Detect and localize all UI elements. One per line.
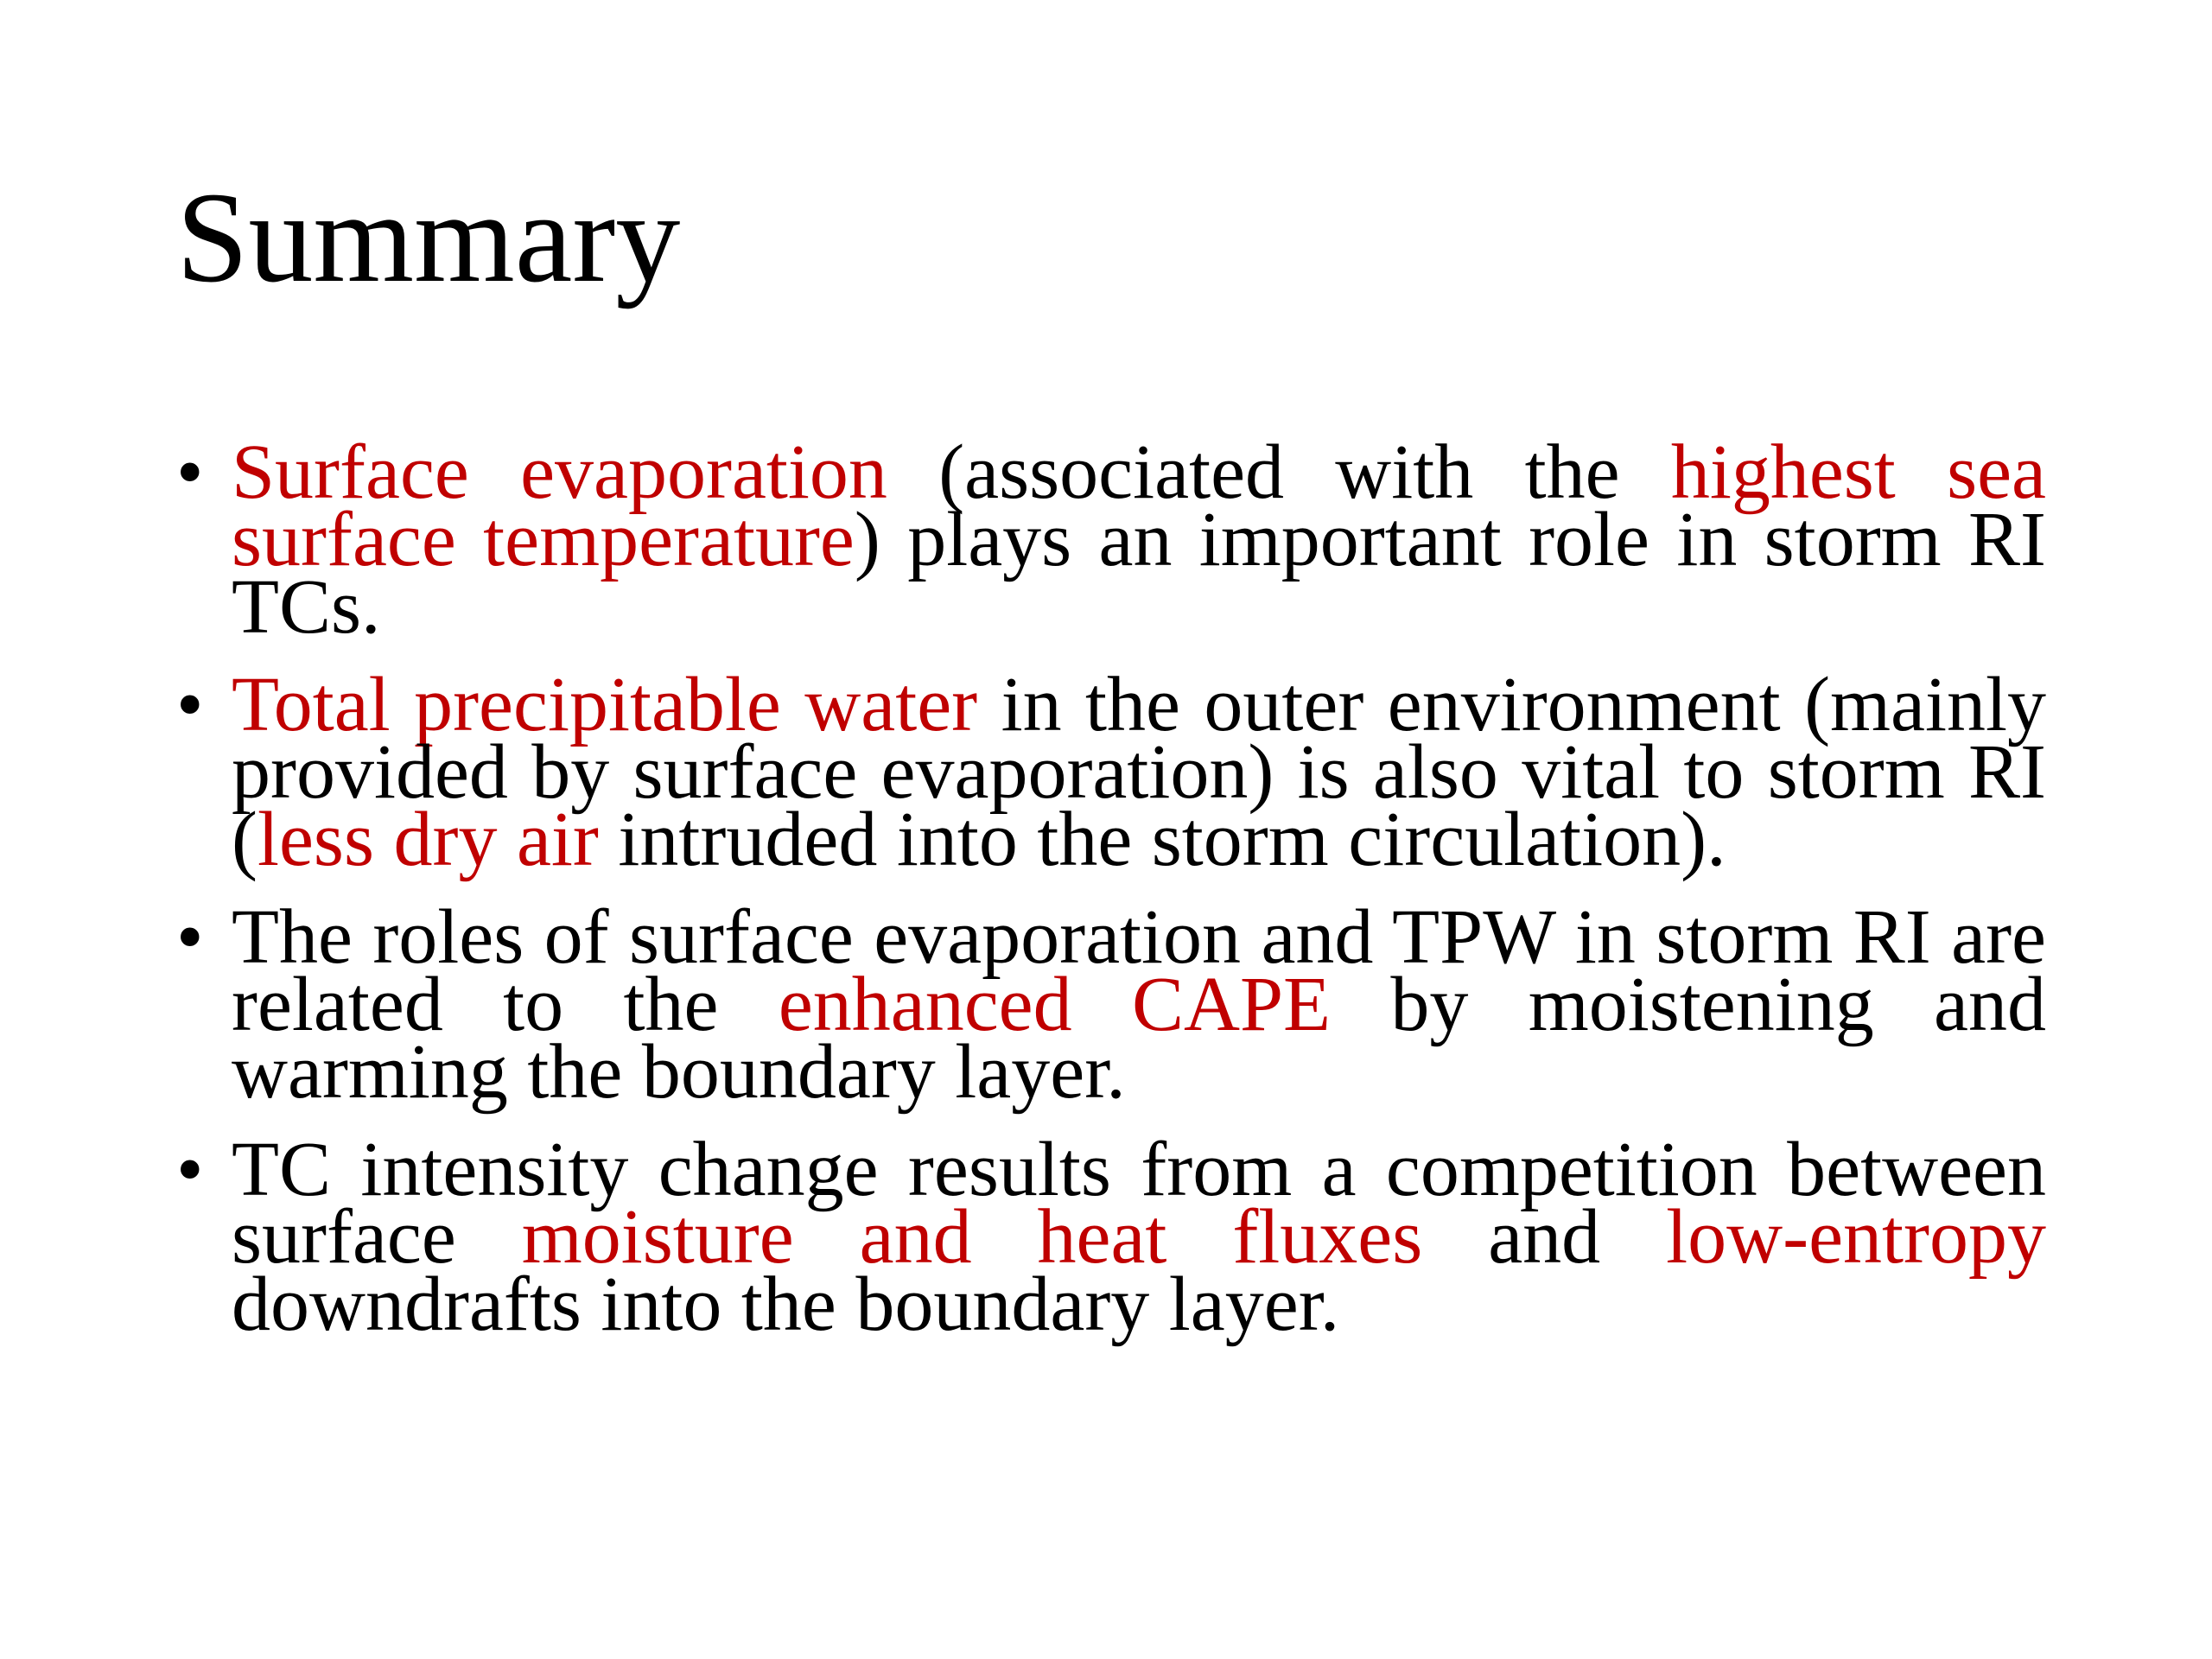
highlighted-text: low-entropy	[1666, 1194, 2046, 1280]
highlighted-text: moisture and heat fluxes	[521, 1194, 1423, 1280]
body-text: TC intensity change results from a competition between surface	[232, 1127, 2046, 1280]
bullet-dot-icon: •	[176, 429, 204, 515]
body-text: downdrafts into the boundary layer.	[232, 1262, 1340, 1347]
bullet-item	[176, 662, 2046, 882]
body-text: in the outer environment (mainly provided by surface evaporation) is also vital to storm RI (	[232, 662, 2046, 882]
highlighted-text: Total precipitable water	[232, 662, 978, 747]
body-text: (associated with the	[887, 429, 1671, 515]
bullet-item	[176, 1127, 2046, 1347]
body-text: by moistening and warming the boundary layer.	[232, 962, 2046, 1115]
highlighted-text: highest sea surface temperature	[232, 429, 2046, 582]
highlighted-text: enhanced CAPE	[778, 962, 1332, 1047]
body-text: and	[1422, 1194, 1667, 1280]
bullet-list	[176, 429, 2047, 1369]
bullet-item	[176, 429, 2047, 650]
bullet-dot-icon: •	[176, 1127, 204, 1212]
body-text: The roles of surface evaporation and TPW in storm RI are related to the	[232, 894, 2046, 1047]
slide-title: Summary	[176, 166, 681, 309]
highlighted-text: less dry air	[257, 797, 599, 882]
body-text: ) plays an important role in storm RI TCs.	[232, 497, 2047, 650]
body-text: intruded into the storm circulation).	[598, 797, 1726, 882]
bullet-dot-icon: •	[176, 662, 204, 747]
highlighted-text: Surface evaporation	[232, 429, 887, 515]
bullet-dot-icon: •	[176, 894, 204, 980]
bullet-item	[176, 894, 2046, 1115]
